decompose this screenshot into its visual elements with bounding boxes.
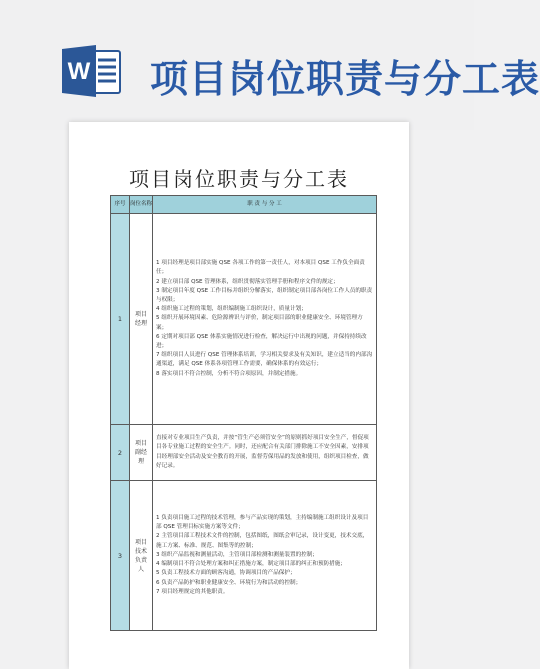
duty-item: 1 负责项目施工过程的技术管理，参与产品实现的策划，主持编制施工组织设计及项目部 QSE 管理目标实施方案等文件； (156, 515, 369, 531)
svg-text:W: W (67, 58, 91, 85)
duty-item: 7 项目经理规定的其他职责。 (156, 588, 229, 595)
duty-item: 3 制定项目年度 QSE 工作目标并组织分解落实，组织制定项目部各岗位工作人员的职责与权限； (156, 287, 373, 303)
duty-item: 8 落实项目不符合控制，分析不符合项原因，并制定措施。 (156, 370, 302, 377)
responsibility-table (110, 195, 377, 631)
row-number: 1 (111, 214, 130, 425)
word-logo-icon (62, 45, 124, 97)
duty-item: 6 负责产品防护和职业健康安全、环境行为和活动的控制； (156, 579, 302, 586)
duty-item: 4 组织施工过程的策划，组织编制施工组织设计，质量计划； (156, 306, 307, 313)
role-name: 项目经理 (130, 214, 153, 425)
header-role: 岗位名称 (130, 196, 153, 214)
table-header-row (111, 196, 377, 214)
duty-item: 7 组织项目人员进行 QSE 管理体系培训，学习相关要求及有关知识，建立适当的内部沟通渠道，满足 QSE 体系各项管理工作需要，确保体系的有效运行； (156, 352, 373, 368)
banner (0, 0, 540, 130)
header-no: 序号 (111, 196, 130, 214)
duty-item: 直接对专业项目生产负责，并按“管生产必须管安全”的原则抓好项目安全生产，督促项目各专业施工过程的安全生产。同时，还应配合有关部门排除施工不安全因素，安排项目经理部安全活动及安全教育的开展，监督劳保用品的发放和使用，组织项目检查，做好记录。 (156, 435, 369, 469)
banner-title: 项目岗位职责与分工表 (150, 57, 540, 101)
document-title: 项目岗位职责与分工表 (129, 167, 349, 191)
duty-item: 4 编制项目不符合处理方案和纠正措施方案，制定项目部的纠正和预防措施； (156, 561, 346, 568)
duty-item: 2 主管项目部工程技术文件的控制，包括图纸，图纸会审记录，设计变更，技术交底，施工方案、标准、规范、图集等的控制； (156, 533, 369, 549)
duty-list (153, 214, 377, 425)
duty-item: 5 组织开展环境因素、危险源辨识与评价，制定项目部的职业健康安全、环境管理方案； (156, 315, 363, 331)
duty-item: 1 项目经理是项目部实施 QSE 各项工作的第一责任人，对本项目 QSE 工作负全面责任； (156, 260, 365, 276)
duty-item: 2 建立项目部 QSE 管理体系，组织贯彻落实管理手册和程序文件的规定； (156, 278, 339, 285)
document-page (69, 122, 409, 669)
role-name: 项目技术负责人 (130, 481, 153, 631)
duty-item: 3 组织产品监视和测量活动，主管项目部检测和测量装置的控制； (156, 551, 318, 558)
role-name: 项目副经理 (130, 425, 153, 481)
table-row (111, 425, 377, 481)
duty-list (153, 481, 377, 631)
duty-item: 5 负责工程技术方面的顾客沟通，协调项目的产品保护； (156, 570, 296, 577)
header-duty: 职 责 与 分 工 (153, 196, 377, 214)
table-row (111, 481, 377, 631)
row-number: 2 (111, 425, 130, 481)
duty-list (153, 425, 377, 481)
duty-item: 6 定期对项目部 QSE 体系实施情况进行检查，解决运行中出现的问题，并保持持续改进； (156, 333, 367, 349)
table-row (111, 214, 377, 425)
row-number: 3 (111, 481, 130, 631)
